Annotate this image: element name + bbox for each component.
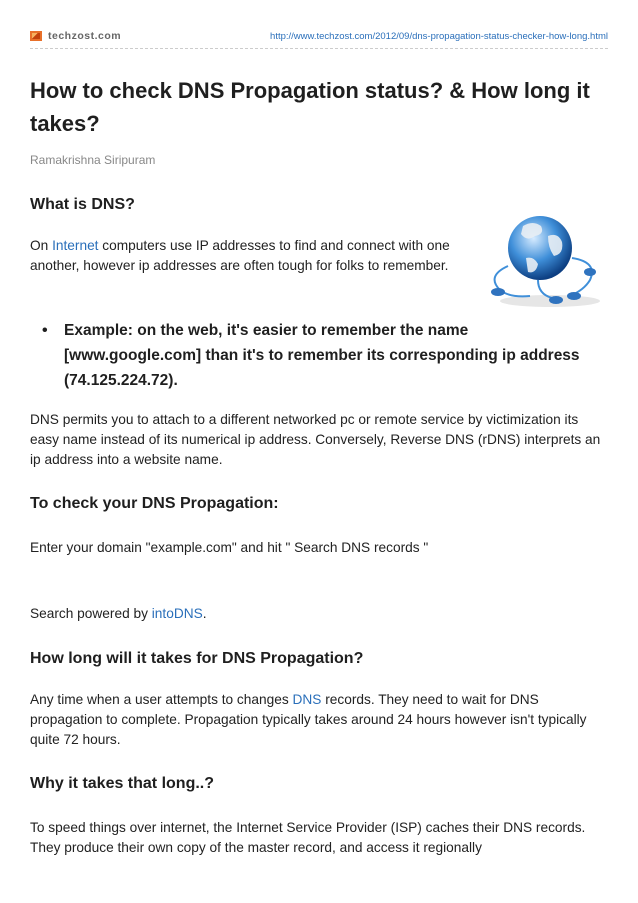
site-name: techzost.com: [48, 30, 122, 42]
how-long-text-post: records. They need to wait for DNS propagation to complete. Propagation typically takes around 24 hours however isn't typically quite 72 hours.: [30, 692, 587, 747]
internet-link[interactable]: Internet: [52, 238, 99, 253]
dns-description-paragraph: DNS permits you to attach to a different networked pc or remote service by victimization its easy name instead of its numerical ip address. Conversely, Reverse DNS (rDNS) interprets an ip address into a website name.: [30, 412, 601, 467]
powered-by-pre: Search powered by: [30, 606, 152, 621]
how-long-text-pre: Any time when a user attempts to changes: [30, 692, 293, 707]
page-header: [30, 30, 608, 46]
how-long-paragraph: [30, 690, 608, 750]
site-brand[interactable]: [30, 30, 121, 42]
heading-how-long: How long will it takes for DNS Propagation?: [30, 650, 364, 667]
why-paragraph: To speed things over internet, the Internet Service Provider (ISP) caches their DNS records. They produce their own copy of the master record, and access it regionally: [30, 820, 586, 855]
heading-what-is-dns: What is DNS?: [30, 196, 135, 213]
page-url-link[interactable]: http://www.techzost.com/2012/09/dns-propagation-status-checker-how-long.html: [270, 31, 608, 42]
example-item: • Example: on the web, it's easier to remember the name [www.google.com] than it's to remember its corresponding ip address (74.125.224.72).: [64, 318, 584, 393]
example-list: [30, 318, 584, 393]
intro-paragraph: [30, 236, 455, 276]
heading-why-long: Why it takes that long..?: [30, 775, 215, 792]
dns-link[interactable]: DNS: [292, 692, 322, 707]
intro-text-post: computers use IP addresses to find and connect with one another, however ip addresses are often tough for folks to remember.: [30, 238, 450, 273]
author-name: Ramakrishna Siripuram: [30, 153, 156, 167]
article-title: How to check DNS Propagation status? & How long it takes?: [30, 78, 590, 136]
heading-check-propagation: To check your DNS Propagation:: [30, 495, 279, 512]
globe-network-icon: [478, 206, 606, 310]
intodns-link[interactable]: intoDNS: [151, 606, 203, 621]
intro-text-pre: On: [30, 238, 53, 253]
powered-by-text: [30, 604, 608, 624]
header-divider: [30, 48, 608, 49]
site-logo-icon: [30, 31, 42, 41]
check-instruction: Enter your domain "example.com" and hit " Search DNS records ": [30, 540, 429, 555]
powered-by-post: .: [202, 606, 207, 621]
